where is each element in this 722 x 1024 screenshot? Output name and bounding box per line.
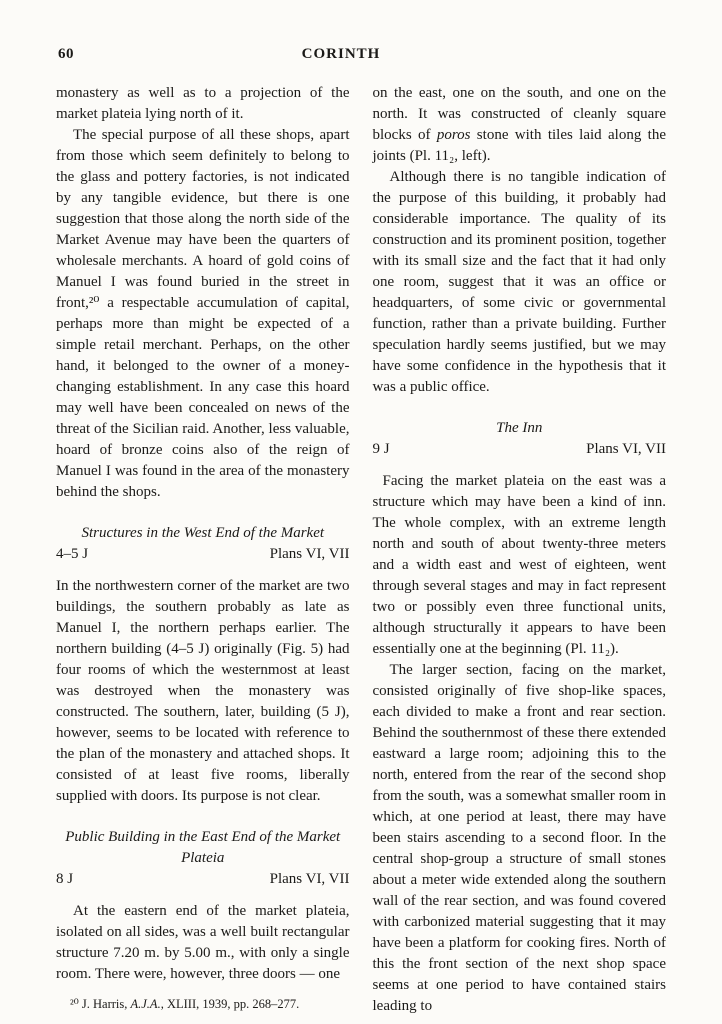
italic-term: poros [436,127,471,143]
footnote-journal-title: A.J.A. [130,997,161,1011]
plans-reference: Plans VI, VII [269,871,350,887]
paragraph-text: stone with tiles laid along the joints (Pl. 11₂, left). [372,127,666,164]
ref-row [373,439,667,460]
running-head [56,46,666,67]
page-number: 60 [58,46,74,62]
paragraph: The larger section, facing on the market, consisted originally of five shop-like spaces, each divided to make a front and rear section. Behind the southernmost of these there extended eastward a large room; adjoining this to the north, entered from the rear of the second shop from the south, was a somewhat smaller room in which, at one period at least, there may have been stairs ascending to a second floor. In the central shop-group a structure of small stones about a meter wide extended along the southern wall of the rear section, and was found covered with carbonized material suggesting that it may have been a platform for cooking fires. North of this the front section of the next shop space seems at one period to have contained stairs leading to [372,662,666,1014]
grid-reference: 8 J [56,871,74,887]
section-heading: The Inn [496,420,543,436]
ref-row [56,544,350,565]
paragraph: Although there is no tangible indication of the purpose of this building, it probably had considerable importance. The quality of its construction and its prominent position, together with its small size and the fact that it had only one room, suggest that it was an office or headquarters, of some civic or governmental function, rather than a private building. Further speculation hardly seems justified, but we may have some confidence in the hypothesis that it was a public office. [372,169,666,395]
paragraph: At the eastern end of the market plateia, isolated on all sides, was a well built rectangular structure 7.20 m. by 5.00 m., with only a single room. There were, however, three doors — one [56,903,350,982]
plans-reference: Plans VI, VII [586,441,666,457]
paragraph: The special purpose of all these shops, apart from those which seem definitely to belong to the glass and pottery factories, is not indicated by any tangible evidence, but there is one suggestion that those along the north side of the Market Avenue may have been the quarters of wholesale merchants. A hoard of gold coins of Manuel I was found buried in the street in front,²⁰ a respectable accumulation of capital, perhaps more than might be expected of a simple retail merchant. Perhaps, on the other hand, it belonged to the owner of a money-changing establishment. In any case this hoard may well have been concealed on news of the threat of the Sicilian raid. Another, less valuable, hoard of bronze coins also of the reign of Manuel I was found in the area of the monastery behind the shops. [56,127,350,500]
footnote [56,996,350,1013]
paragraph-continuation [373,83,667,167]
section-heading: Public Building in the East End of the Market Plateia [65,829,341,866]
ref-row [56,869,350,890]
plans-reference: Plans VI, VII [269,546,350,562]
two-column-text [56,83,666,1017]
paragraph: In the northwestern corner of the market are two buildings, the southern probably as late as Manuel I, the northern perhaps earlier. The northern building (4–5 J) originally (Fig. 5) had four rooms of which the westernmost at least was destroyed when the monastery was constructed. The southern, later, building (5 J), however, seems to be located with reference to the plan of the monastery and attached shops. It consisted of at least five rooms, liberally supplied with doors. Its purpose is not clear. [56,578,350,804]
section-heading: Structures in the West End of the Market [81,525,325,541]
grid-reference: 9 J [372,441,390,457]
paragraph-continuation: monastery as well as to a projection of the market plateia lying north of it. [56,85,350,122]
grid-reference: 4–5 J [56,546,89,562]
paragraph: Facing the market plateia on the east was a structure which may have been a kind of inn. The whole complex, with an extreme length north and south of about twenty-three meters and a width east and west of eighteen, went through several stages and may in fact represent two or possibly even three functional units, although structurally it appears to have been essentially one at the beginning (Pl. 11₂). [372,473,666,657]
footnote-citation-tail: , XLIII, 1939, pp. 268–277. [160,997,300,1011]
paragraph-text: on the east, one on the south, and one on the north. It was constructed of cleanly square blocks of [372,85,666,143]
right-column [373,83,667,1017]
footnote-marker-text: ²⁰ J. Harris, [70,997,131,1011]
left-column [56,83,350,1017]
running-title: CORINTH [301,46,381,62]
